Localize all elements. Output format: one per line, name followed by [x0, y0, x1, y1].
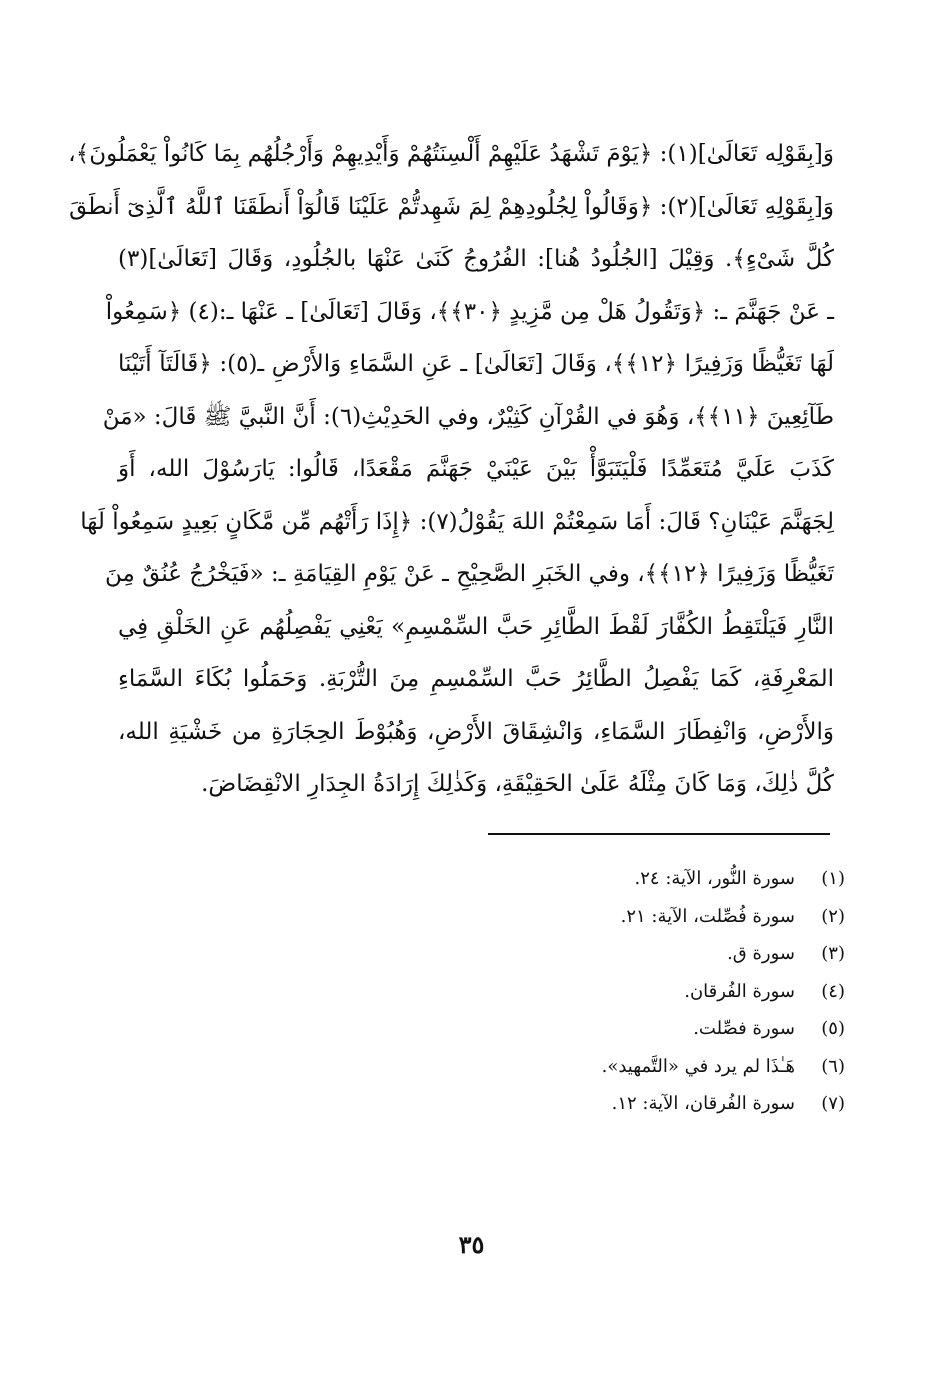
text-line: لِجَهَنَّمَ عَيْنَانِ؟ قَالَ: أَمَا سَمِعْتُمْ اللهَ يَقُوْلُ(٧): ﴿إِذَا رَأَتْهُم مِّن مَّكَانٍ بَعِيدٍ سَمِعُواْ لَهَا [80, 508, 834, 535]
footnote-number: (٥) [821, 1018, 845, 1040]
footnote-item [325, 973, 845, 1011]
footnote-number: (١) [821, 868, 845, 890]
text-line: كَذَبَ عَلَيَّ مُتَعَمِّدًا فَلْيَتَبَوَّأْ بَيْنَ عَيْنَيْ جَهَنَّمَ مَقْعَدًا، قَالُوا: يَارَسُوْلَ الله، أَوَ [118, 456, 834, 482]
text-line: طَآئِعِينَ ﴿١١﴾﴾، وَهُوَ في القُرْآنِ كَثِيْرٌ، وفي الحَدِيْثِ(٦): أَنَّ النَّبيَّ ﷺ قَالَ: «مَنْ [102, 403, 834, 430]
text-line: كُلَّ شَىْءٍ﴾. وَقِيْلَ [الجُلُودُ هُنا]: الفُرُوجُ كَنَىٰ عَنْهَا بالجُلُودِ، وَقَالَ [تَعَالَىٰ](٣) [118, 246, 834, 272]
footnote-text: سورة النُّور، الآية: ٢٤. [634, 868, 795, 890]
text-line: لَهَا تَغَيُّظًا وَزَفِيرًا ﴿١٢﴾﴾، وَقَالَ [تَعَالَىٰ] ـ عَنِ السَّمَاءِ وَالأَرْضِ ـ(٥): ﴿قَالَتَآ أَتَيْنَا [118, 351, 835, 377]
text-line: ـ عَنْ جَهَنَّمَ ـ: ﴿وَتَقُولُ هَلْ مِن مَّزِيدٍ ﴿٣٠﴾﴾، وَقَالَ [تَعَالَىٰ] ـ عَنْهَا ـ:(٤) ﴿سَمِعُواْ [105, 298, 834, 325]
text-line: تَغَيُّظًا وَزَفِيرًا ﴿١٢﴾﴾، وفي الخَبَرِ الصَّحِيْحِ ـ عَنْ يَوْمِ القِيَامَةِ ـ: «فَيَخْرُجُ عُنُقٌ مِنَ [105, 561, 834, 587]
footnote-number: (٦) [821, 1055, 845, 1077]
text-line: وَالأَرْضِ، وَانْفِطَارَ السَّمَاءِ، وَانْشِقَاقَ الأَرْضِ، وَهُبُوْطَ الحِجَارَةِ من خَشْيَةِ الله، [118, 718, 834, 745]
footnotes-list [325, 860, 845, 1123]
footnote-item [325, 1010, 845, 1048]
footnote-item [325, 1048, 845, 1086]
footnote-text: سورة ق. [727, 943, 795, 965]
text-line: كُلَّ ذٰلِكَ، وَمَا كَانَ مِثْلَهُ عَلَىٰ الحَقِيْقَةِ، وَكَذٰلِكَ إِرَادَةُ الجِدَارِ الانْقِضَاضَ. [201, 771, 834, 797]
main-text-body [68, 128, 835, 811]
footnote-number: (٢) [821, 905, 845, 927]
text-line: وَ[بِقَوْلِهِ تَعَالَىٰ](٢): ﴿وَقَالُواْ لِجُلُودِهِمْ لِمَ شَهِدتُّمْ عَلَيْنَا قَالُوٓاْ أَنطَقَنَا ٱللَّهُ ٱلَّذِىٓ أَنطَقَ [69, 193, 834, 220]
footnote-item [325, 860, 845, 898]
footnote-text: سورة الفُرقان. [684, 980, 795, 1002]
page-number: ٣٥ [458, 1230, 485, 1259]
footnote-separator [488, 833, 830, 835]
footnote-text: سورة فصِّلت. [693, 1018, 795, 1040]
footnote-item [325, 898, 845, 936]
footnote-number: (٤) [821, 980, 845, 1002]
text-line: المَعْرِفَةِ، كَمَا يَفْصِلُ الطَّائِرُ حَبَّ السِّمْسِمِ مِنَ التُّرْبَةِ. وَحَمَلُوا بُكَاءَ السَّمَاءِ [118, 666, 834, 692]
footnote-text: سورة فُصِّلت، الآية: ٢١. [620, 905, 795, 927]
text-line: النَّارِ فَيَلْتَقِطُ الكُفَّارَ لَقْطَ الطَّائِرِ حَبَّ السِّمْسِمِ» يَعْنِي يَفْصِلُهُم عَنِ الخَلْقِ فِي [118, 613, 834, 640]
footnote-number: (٣) [821, 943, 845, 965]
footnote-item [325, 1085, 845, 1123]
footnote-text: سورة الفُرقان، الآية: ١٢. [611, 1093, 795, 1115]
text-line: وَ[بِقَوْلِه تَعَالَىٰ](١): ﴿يَوْمَ تَشْهَدُ عَلَيْهِمْ أَلْسِنَتُهُمْ وَأَيْدِيهِمْ وَأَرْجُلُهُم بِمَا كَانُواْ يَعْمَلُونَ﴾، [68, 141, 834, 167]
footnote-item [325, 935, 845, 973]
footnote-number: (٧) [821, 1093, 845, 1115]
footnote-text: هَـٰذَا لم يرد في «التَّمهيد». [601, 1055, 795, 1077]
